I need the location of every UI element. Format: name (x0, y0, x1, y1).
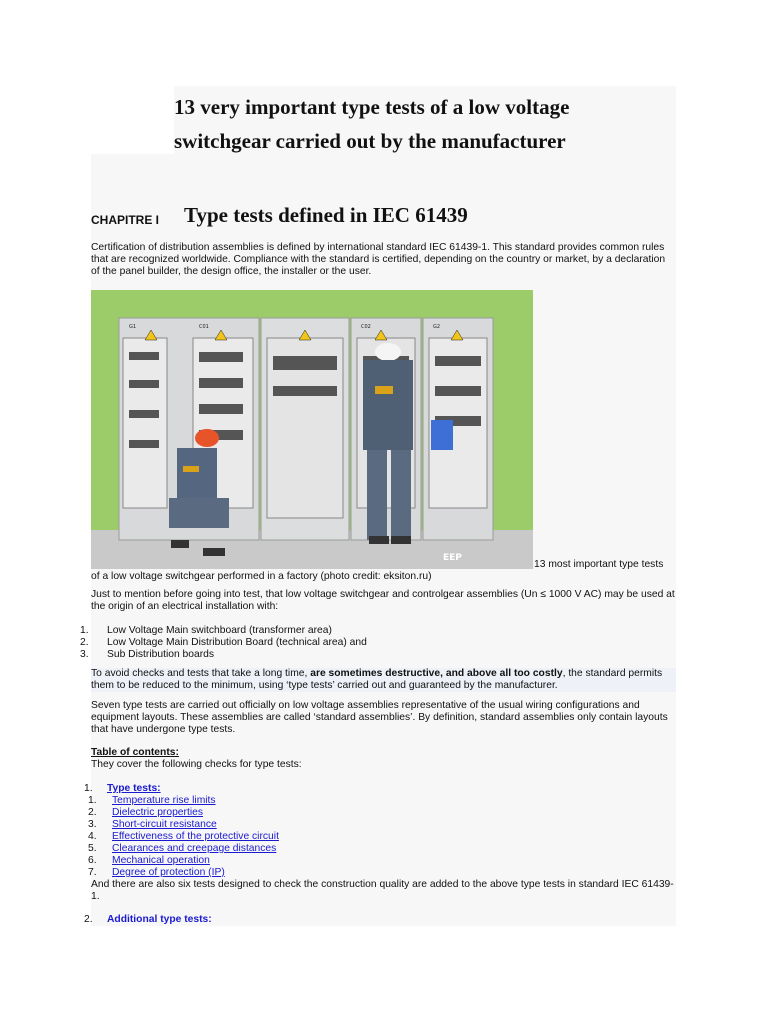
avoid-text-bold: are sometimes destructive, and above all too costly (310, 668, 563, 679)
panel-label: C01 (199, 324, 209, 330)
toc-item-type-tests[interactable] (84, 783, 161, 795)
toc-link-additional-tests[interactable]: Additional type tests: (107, 914, 212, 925)
avoid-text-end: , the standard permits them to be reduced to the minimum, using ‘type tests’ carried out and guaranteed by the manufacturer. (91, 668, 663, 691)
toc-link-type-tests[interactable]: Type tests: (107, 783, 161, 794)
list-number: 1. (80, 625, 89, 636)
page-title (174, 90, 674, 158)
toc-number: 6. (88, 855, 97, 866)
origin-list (80, 625, 640, 661)
mention-paragraph: Just to mention before going into test, that low voltage switchgear and controlgear assemblies (Un ≤ 1000 V AC) may be used at the origin of an electrical installation with: (91, 589, 675, 612)
toc-subitem[interactable] (88, 831, 279, 843)
panel-label: C02 (361, 324, 371, 330)
list-text: Low Voltage Main Distribution Board (technical area) and (107, 637, 367, 648)
list-text: Sub Distribution boards (107, 649, 215, 660)
toc-subitem[interactable] (88, 807, 203, 819)
toc-number: 4. (88, 831, 97, 842)
toc-link-short-circuit[interactable]: Short-circuit resistance (112, 819, 217, 830)
toc-link-temperature-rise[interactable]: Temperature rise limits (112, 795, 216, 806)
toc-subitem[interactable] (88, 855, 210, 867)
avoid-text-start: To avoid checks and tests that take a long time, (91, 668, 311, 679)
toc-subitem[interactable] (88, 867, 225, 879)
toc-subitem[interactable] (88, 843, 276, 855)
toc-link-mechanical[interactable]: Mechanical operation (112, 855, 210, 866)
seven-tests-paragraph: Seven type tests are carried out officially on low voltage assemblies representative of the usual wiring configurations and equipment layouts. These assemblies are called ‘standard assemblies’. By definition, standard assemblies only contain layouts that have undergone type tests. (91, 700, 668, 735)
toc-number: 3. (88, 819, 97, 830)
list-number: 2. (80, 637, 89, 648)
toc-link-clearances[interactable]: Clearances and creepage distances (112, 843, 277, 854)
toc-link-protective-circuit[interactable]: Effectiveness of the protective circuit (112, 831, 279, 842)
toc-number: 2. (88, 807, 97, 818)
toc-subitem[interactable] (88, 819, 217, 831)
photo-caption: 13 most important type tests (534, 559, 664, 570)
six-tests-paragraph: And there are also six tests designed to check the construction quality are added to the above type tests in standard IEC 61439-1. (91, 879, 674, 902)
list-item (80, 649, 640, 661)
toc-number: 1. (88, 795, 97, 806)
list-item (80, 637, 640, 649)
toc-item-additional-tests[interactable] (84, 914, 212, 926)
toc-number: 2. (84, 914, 93, 925)
toc-number: 5. (88, 843, 97, 854)
photo-watermark: EEP (443, 553, 462, 563)
toc-heading: Table of contents: (91, 747, 179, 758)
chapter-heading: Type tests defined in IEC 61439 (184, 203, 468, 227)
page-title-line-2: switchgear carried out by the manufacturer (174, 129, 566, 153)
list-text: Low Voltage Main switchboard (transformer area) (107, 625, 332, 636)
panel-label: G2 (433, 324, 441, 330)
photo-caption-continued: of a low voltage switchgear performed in a factory (photo credit: eksiton.ru) (91, 571, 432, 582)
avoid-checks-paragraph (91, 668, 676, 692)
toc-link-ip-protection[interactable]: Degree of protection (IP) (112, 867, 225, 878)
list-item (80, 625, 640, 637)
toc-number: 7. (88, 867, 97, 878)
list-number: 3. (80, 649, 89, 660)
toc-number: 1. (84, 783, 93, 794)
chapter-label: CHAPITRE I (91, 213, 160, 227)
toc-intro: They cover the following checks for type tests: (91, 759, 302, 770)
intro-paragraph: Certification of distribution assemblies is defined by international standard IEC 61439-1. This standard provides common rules that are recognized worldwide. Compliance with the standard is certified, depending on the country or market, by a declaration of the panel builder, the design office, the installer or the user. (91, 242, 666, 277)
page-title-line-1: 13 very important type tests of a low voltage (174, 95, 570, 119)
toc-subitem[interactable] (88, 795, 216, 807)
toc-link-dielectric[interactable]: Dielectric properties (112, 807, 203, 818)
panel-label: G1 (129, 324, 137, 330)
switchgear-photo (91, 290, 533, 569)
